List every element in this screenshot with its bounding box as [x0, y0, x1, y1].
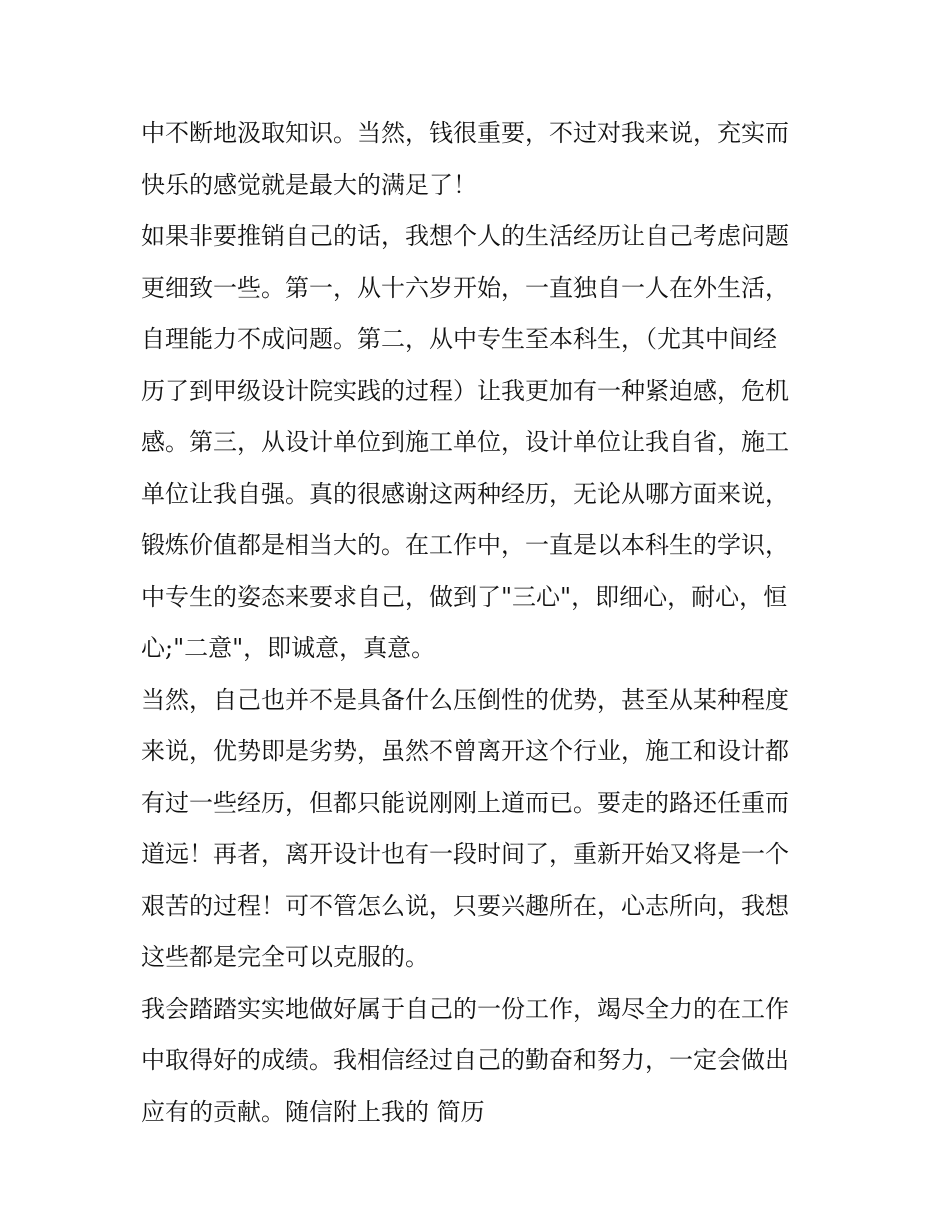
text-line: 锻炼价值都是相当大的。在工作中，一直是以本科生的学识，: [141, 531, 789, 559]
text-line: 中取得好的成绩。我相信经过自己的勤奋和努力，一定会做出: [141, 1046, 789, 1074]
text-line: 艰苦的过程！可不管怎么说，只要兴趣所在，心志所向，我想: [141, 891, 789, 920]
paragraph: [141, 108, 813, 211]
paragraph: [141, 675, 813, 984]
text-line: 更细致一些。第一，从十六岁开始，一直独自一人在外生活，: [141, 273, 789, 302]
text-line: 我会踏踏实实地做好属于自己的一份工作，竭尽全力的在工作: [141, 994, 789, 1023]
text-line: 中专生的姿态来要求自己，做到了"三心"，即细心，耐心，恒: [141, 582, 788, 611]
text-line: 应有的贡献。随信附上我的 简历: [141, 1097, 485, 1126]
text-line: 如果非要推销自己的话，我想个人的生活经历让自己考虑问题: [141, 222, 789, 250]
text-line: 心;"二意"，即诚意，真意。: [141, 634, 436, 662]
paragraph: [141, 984, 813, 1139]
paragraph: [141, 211, 813, 675]
letter-body: [141, 108, 813, 1138]
text-line: 快乐的感觉就是最大的满足了！: [141, 170, 477, 199]
text-line: 道远！再者，离开设计也有一段时间了，重新开始又将是一个: [141, 840, 789, 868]
text-line: 自理能力不成问题。第二，从中专生至本科生，（尤其中间经: [141, 325, 777, 353]
text-line: 当然，自己也并不是具备什么压倒性的优势，甚至从某种程度: [141, 685, 789, 714]
text-line: 感。第三，从设计单位到施工单位，设计单位让我自省，施工: [141, 428, 789, 456]
text-line: 有过一些经历，但都只能说刚刚上道而已。要走的路还任重而: [141, 788, 789, 817]
text-line: 这些都是完全可以克服的。: [141, 943, 429, 971]
text-line: 中不断地汲取知识。当然，钱很重要，不过对我来说，充实而: [141, 119, 789, 147]
text-line: 单位让我自强。真的很感谢这两种经历，无论从哪方面来说，: [141, 479, 789, 508]
text-line: 来说，优势即是劣势，虽然不曾离开这个行业，施工和设计都: [141, 737, 789, 765]
text-line: 历了到甲级设计院实践的过程）让我更加有一种紧迫感，危机: [141, 376, 789, 405]
